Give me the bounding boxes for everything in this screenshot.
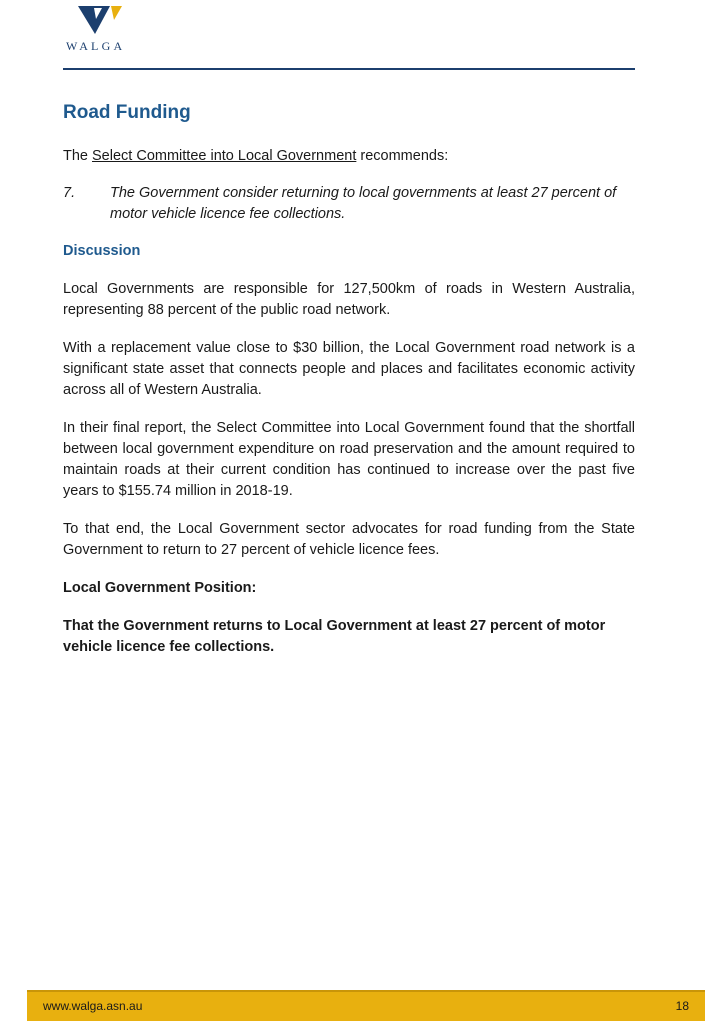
paragraph-roads: Local Governments are responsible for 127,500km of roads in Western Australia, representing 88 percent of the public road network.	[63, 281, 635, 318]
paragraph-replacement-value: With a replacement value close to $30 billion, the Local Government road network is a significant state asset that connects people and places and facilitates economic activity across all of Western Australia.	[63, 340, 635, 398]
walga-logo	[66, 6, 136, 56]
select-committee-link[interactable]: Select Committee into Local Government	[92, 148, 357, 164]
header-divider	[63, 68, 635, 70]
intro-sentence	[63, 146, 635, 167]
page-content	[63, 100, 635, 658]
intro-prefix: The	[63, 148, 93, 164]
discussion-heading: Discussion	[63, 243, 141, 259]
paragraph-final-report: In their final report, the Select Committee into Local Government found that the shortfall between local government expenditure on road preservation and the amount required to maintain roads at their current condition has continued to increase over the past five years to $155.74 million in 2018-19.	[63, 420, 635, 499]
position-statement: That the Government returns to Local Government at least 27 percent of motor vehicle licence fee collections.	[63, 618, 606, 655]
logo-text: WALGA	[66, 39, 126, 53]
recommendation-number: 7.	[63, 185, 76, 201]
position-heading: Local Government Position:	[63, 580, 257, 596]
footer-url[interactable]: www.walga.asn.au	[43, 999, 143, 1013]
page-title: Road Funding	[63, 102, 191, 123]
walga-logo-icon	[66, 6, 136, 40]
recommendation-text: The Government consider returning to local governments at least 27 percent of motor vehicle licence fee collections.	[110, 185, 617, 222]
footer-bar	[27, 990, 705, 1021]
intro-suffix: recommends:	[356, 148, 449, 164]
paragraph-advocacy: To that end, the Local Government sector advocates for road funding from the State Government to return to 27 percent of vehicle licence fees.	[63, 521, 635, 558]
page-number: 18	[675, 999, 689, 1013]
recommendation	[63, 183, 635, 225]
